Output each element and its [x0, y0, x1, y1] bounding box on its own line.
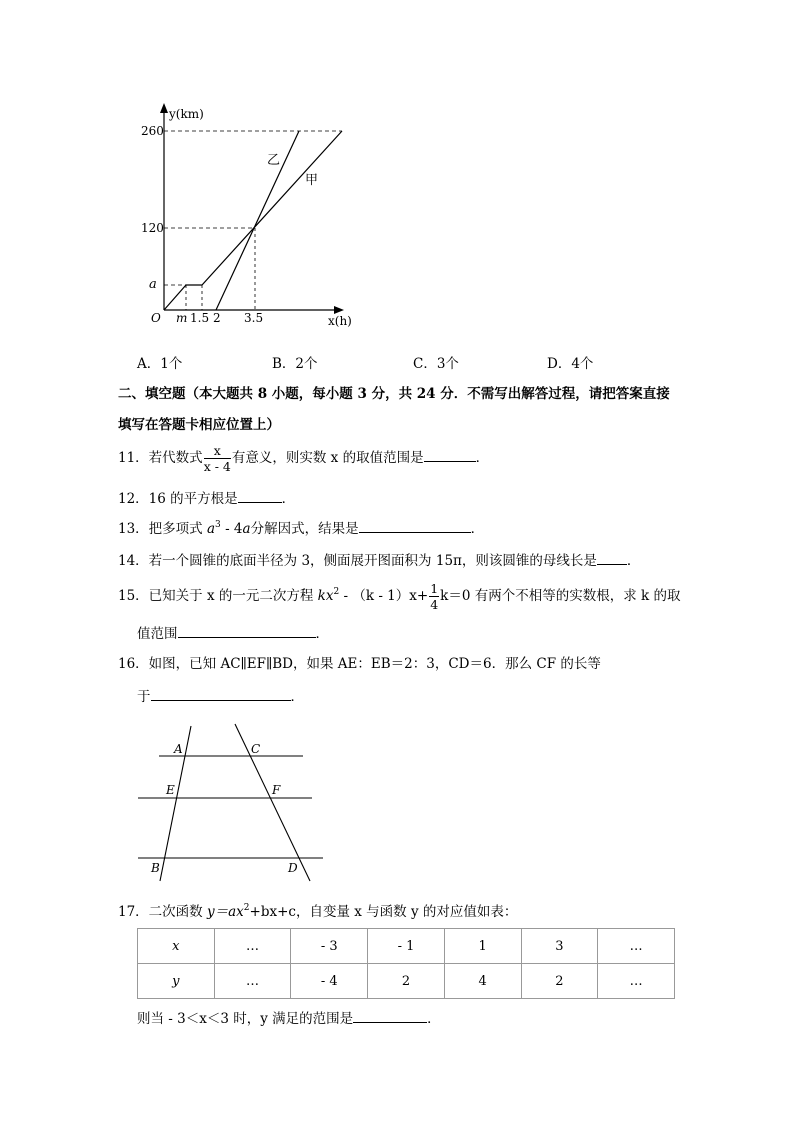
question-15-line2: 值范围 ． — [137, 623, 329, 643]
point-label-b: B — [151, 861, 160, 875]
question-13: 13．把多项式 $a^3 - 4a$分解因式，结果是 ． — [118, 520, 485, 537]
question-12: 12．16 的平方根是 ． — [118, 488, 295, 508]
section-title-line2: 填写在答题卡相应位置上） — [118, 417, 280, 433]
answer-blank-16[interactable] — [151, 686, 291, 701]
table-cell: - 1 — [368, 929, 445, 964]
option-c[interactable]: C．3个 — [413, 356, 459, 372]
line-label-jia: 甲 — [305, 173, 319, 188]
table-row — [138, 964, 675, 999]
y-axis-label: y(km) — [169, 107, 204, 121]
question-15: 15．已知关于 x 的一元二次方程 $kx^2 - (k - 1)x+$ $\frac{1}{4}$ k＝0 有两个不相等的实数根，求 k 的取 — [118, 581, 681, 612]
answer-blank-15[interactable] — [178, 623, 316, 638]
origin-label: O — [151, 311, 161, 325]
point-label-f: F — [272, 783, 281, 797]
question-17-followup: 则当 - 3＜x＜3 时，y 满足的范围是 ． — [137, 1008, 441, 1028]
table-cell: 1 — [444, 929, 521, 964]
question-17: 17．二次函数 $y=ax^2+bx+c$，自变量 x 与函数 y 的对应值如表： — [118, 903, 518, 920]
table-cell: … — [214, 964, 291, 999]
table-cell: … — [598, 964, 675, 999]
answer-blank-11[interactable] — [424, 447, 476, 462]
answer-blank-13[interactable] — [359, 518, 471, 533]
section-title-line1: 二、填空题（本大题共 8 小题，每小题 3 分，共 24 分．不需写出解答过程，请把答案直接 — [118, 386, 670, 402]
point-label-c: C — [251, 742, 261, 756]
table-row — [138, 929, 675, 964]
parallel-lines-figure — [135, 718, 330, 886]
x-tick-1-5: 1.5 — [190, 311, 210, 325]
x-tick-3-5: 3.5 — [244, 311, 264, 325]
point-label-a: A — [174, 742, 183, 756]
fraction: $\frac{1}{4}$ — [430, 581, 439, 612]
answer-blank-12[interactable] — [238, 488, 282, 503]
option-d[interactable]: D．4个 — [547, 356, 594, 372]
answer-blank-17[interactable] — [353, 1008, 427, 1023]
distance-time-graph — [140, 98, 370, 330]
x-tick-2: 2 — [213, 311, 221, 325]
fraction: $\frac{x}{x - 4}$ — [203, 443, 231, 474]
option-a[interactable]: A．1个 — [137, 356, 183, 372]
table-cell: - 4 — [291, 964, 368, 999]
question-16-line2: 于 ． — [137, 686, 304, 706]
point-label-e: E — [166, 783, 175, 797]
option-b[interactable]: B．2个 — [272, 356, 318, 372]
question-14: 14．若一个圆锥的底面半径为 3，侧面展开图面积为 15π，则该圆锥的母线长是 ． — [118, 550, 640, 570]
table-cell: … — [214, 929, 291, 964]
table-cell: - 3 — [291, 929, 368, 964]
answer-blank-14[interactable] — [597, 550, 627, 565]
x-axis-label: x(h) — [328, 314, 352, 328]
x-tick-m: m — [176, 311, 188, 325]
table-cell: … — [598, 929, 675, 964]
line-label-yi: 乙 — [267, 153, 281, 168]
table-cell: 3 — [521, 929, 598, 964]
point-label-d: D — [288, 861, 298, 875]
table-cell: y — [138, 964, 215, 999]
value-table — [137, 928, 675, 999]
table-cell: x — [138, 929, 215, 964]
y-tick-120: 120 — [141, 221, 164, 235]
question-11: 11．若代数式 $\frac{x}{x - 4}$ 有意义，则实数 x 的取值范围是 ． — [118, 443, 490, 474]
question-16: 16．如图，已知 AC∥EF∥BD，如果 AE：EB＝2：3，CD＝6．那么 CF 的长等 — [118, 656, 601, 672]
table-cell: 2 — [368, 964, 445, 999]
y-tick-a: a — [149, 277, 157, 292]
table-cell: 4 — [444, 964, 521, 999]
y-tick-260: 260 — [141, 124, 164, 138]
table-cell: 2 — [521, 964, 598, 999]
